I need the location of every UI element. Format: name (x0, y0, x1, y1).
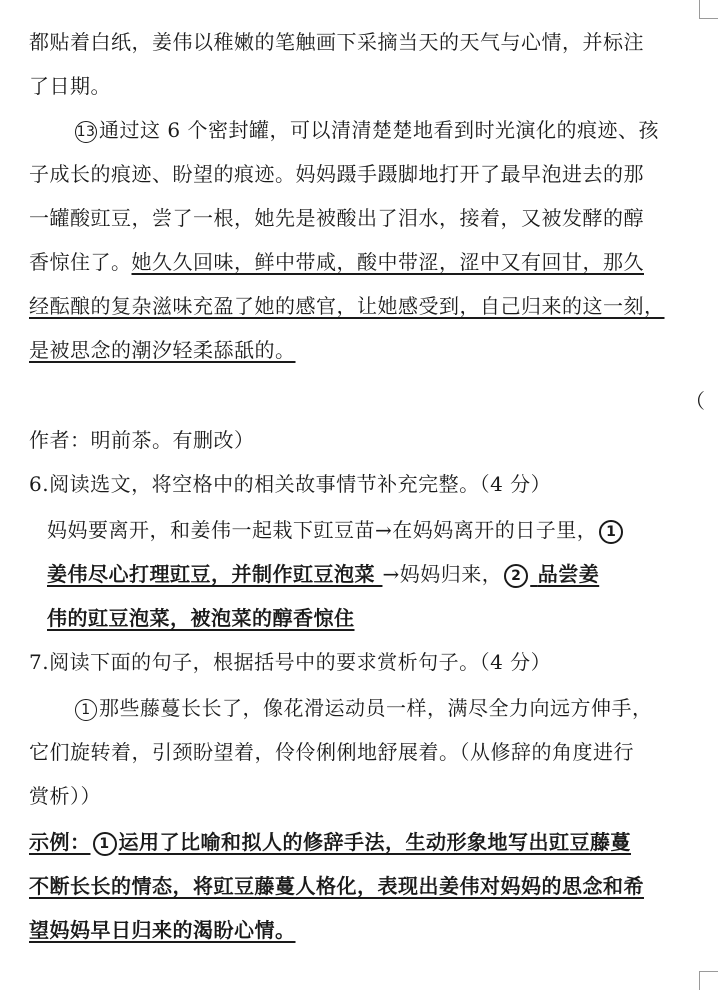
text: 那些藤蔓长长了，像花滑运动员一样，满尽全力向远方伸手， (99, 696, 653, 720)
underlined-sentence: 她久久回味，鲜中带咸，酸中带涩，涩中又有回甘，那久 (131, 250, 644, 274)
question-6-stem: 6.阅读选文，将空格中的相关故事情节补充完整。（4 分） (29, 472, 552, 496)
text: →妈妈归来， (382, 562, 503, 586)
example-label: 示例： (29, 830, 91, 854)
example-answer-line: 不断长长的情态，将豇豆藤蔓人格化，表现出姜伟对妈妈的思念和希 (29, 874, 644, 898)
circled-number: 1 (93, 832, 117, 856)
question-7-line (73, 696, 653, 721)
circled-number: 1 (75, 699, 97, 721)
page-corner-mark-top (699, 0, 718, 19)
author-line: 作者：明前茶。有删改） (29, 428, 255, 452)
question-7-stem: 7.阅读下面的句子，根据括号中的要求赏析句子。（4 分） (29, 650, 552, 674)
example-answer-line (29, 830, 631, 856)
paragraph-number: 13 (75, 121, 97, 143)
page-corner-mark-bottom (699, 971, 718, 990)
example-answer-line: 望妈妈早日归来的渴盼心情。 (29, 918, 296, 942)
question-6-line (47, 518, 625, 544)
answer-text: 品尝姜 (537, 562, 600, 586)
answer-text: 姜伟尽心打理豇豆，并制作豇豆泡菜 (47, 562, 375, 586)
text-line: 了日期。 (29, 74, 111, 98)
text: 妈妈要离开，和姜伟一起栽下豇豆苗→在妈妈离开的日子里， (47, 518, 598, 542)
question-6-line (47, 562, 599, 588)
text: 通过这 6 个密封罐，可以清清楚楚地看到时光演化的痕迹、孩 (99, 118, 659, 142)
answer-text (530, 562, 537, 586)
text-line: 子成长的痕迹、盼望的痕迹。妈妈蹑手蹑脚地打开了最早泡进去的那 (29, 162, 644, 186)
text-line (29, 250, 644, 274)
circled-number: 2 (504, 564, 528, 588)
circled-number: 1 (599, 520, 623, 544)
text: 运用了比喻和拟人的修辞手法，生动形象地写出豇豆藤蔓 (118, 830, 631, 854)
underlined-line: 经酝酿的复杂滋味充盈了她的感官，让她感受到，自己归来的这一刻， (29, 294, 665, 318)
text-line: 都贴着白纸，姜伟以稚嫩的笔触画下采摘当天的天气与心情，并标注 (29, 30, 644, 54)
question-6-line (47, 606, 355, 630)
text-line: 一罐酸豇豆，尝了一根，她先是被酸出了泪水，接着，又被发酵的醇 (29, 206, 644, 230)
parenthesis-mark: （ (685, 389, 705, 413)
underlined-line: 是被思念的潮汐轻柔舔舐的。 (29, 338, 296, 362)
question-7-line: 它们旋转着，引颈盼望着，伶伶俐俐地舒展着。（从修辞的角度进行 (29, 740, 634, 764)
paragraph-13-line (73, 118, 659, 143)
text: 香惊住了。 (29, 250, 132, 274)
question-7-line: 赏析）） (29, 784, 101, 808)
answer-text: 伟的豇豆泡菜，被泡菜的醇香惊住 (47, 606, 355, 630)
